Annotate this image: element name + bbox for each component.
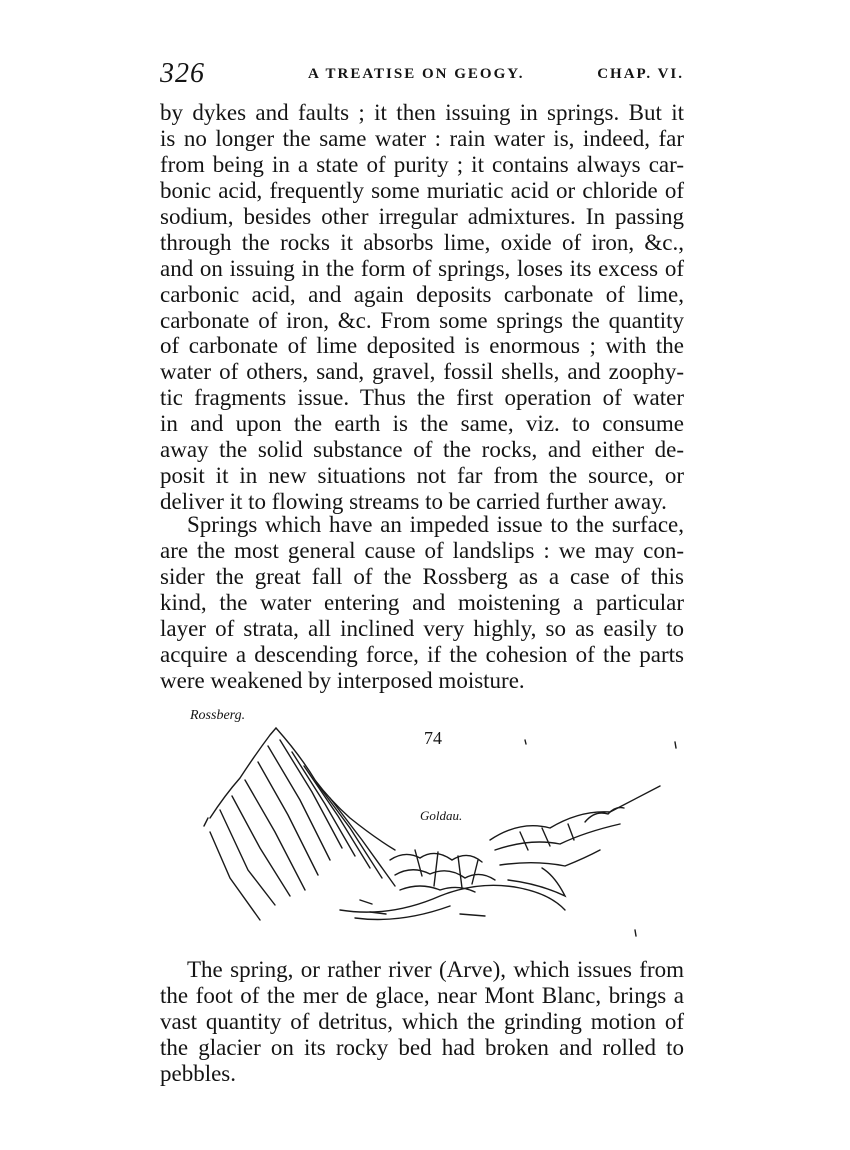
- paragraph-3: [160, 957, 684, 1087]
- text-line: carbonic acid, and again deposits carbonate of lime,: [160, 281, 684, 307]
- text-line: The spring, or rather river (Arve), which issues from: [187, 957, 684, 982]
- text-line: pebbles.: [160, 1060, 237, 1086]
- text-line: carbonate of iron, &c. From some springs the quantity: [160, 307, 684, 333]
- chapter-label: CHAP. VI.: [597, 66, 684, 82]
- text-line: were weakened by interposed moisture.: [160, 667, 525, 693]
- text-line: posit it in new situations not far from the source, or: [160, 463, 684, 489]
- text-line: sider the great fall of the Rossberg as a case of this: [160, 563, 684, 589]
- text-line: layer of strata, all inclined very highly, so as easily to: [160, 615, 684, 641]
- text-line: kind, the water entering and moistening a particular: [160, 589, 684, 615]
- text-line: tic fragments issue. Thus the first operation of water: [160, 385, 684, 411]
- paragraph-1: [160, 100, 684, 515]
- text-line: by dykes and faults ; it then issuing in springs. But it: [160, 100, 684, 125]
- text-line: and on issuing in the form of springs, loses its excess of: [160, 255, 684, 281]
- text-line: deliver it to flowing streams to be carried further away.: [160, 489, 667, 515]
- running-title: A TREATISE ON GEOGY.: [308, 66, 525, 82]
- figure-label-rossberg: Rossberg.: [190, 708, 246, 723]
- figure-rossberg-landslip: [190, 700, 690, 950]
- text-line: the glacier on its rocky bed had broken and rolled to: [160, 1034, 684, 1060]
- page-number: 326: [160, 58, 205, 89]
- text-line: acquire a descending force, if the cohesion of the parts: [160, 641, 684, 667]
- text-line: water of others, sand, gravel, fossil shells, and zoophy-: [160, 359, 684, 385]
- figure-number: 74: [424, 728, 442, 748]
- text-line: in and upon the earth is the same, viz. to consume: [160, 411, 684, 437]
- text-line: are the most general cause of landslips : we may con-: [160, 537, 684, 563]
- text-line: Springs which have an impeded issue to the surface,: [187, 512, 684, 537]
- text-line: through the rocks it absorbs lime, oxide of iron, &c.,: [160, 229, 684, 255]
- paragraph-2: [160, 512, 684, 694]
- text-line: bonic acid, frequently some muriatic acid or chloride of: [160, 177, 684, 203]
- running-head: [160, 58, 684, 92]
- text-line: of carbonate of lime deposited is enormous ; with the: [160, 333, 684, 359]
- text-line: sodium, besides other irregular admixtures. In passing: [160, 203, 684, 229]
- text-line: away the solid substance of the rocks, and either de-: [160, 437, 684, 463]
- text-line: from being in a state of purity ; it contains always car-: [160, 151, 684, 177]
- figure-label-goldau: Goldau.: [420, 808, 463, 823]
- text-line: the foot of the mer de glace, near Mont Blanc, brings a: [160, 982, 684, 1008]
- text-line: vast quantity of detritus, which the grinding motion of: [160, 1008, 684, 1034]
- text-line: is no longer the same water : rain water is, indeed, far: [160, 125, 684, 151]
